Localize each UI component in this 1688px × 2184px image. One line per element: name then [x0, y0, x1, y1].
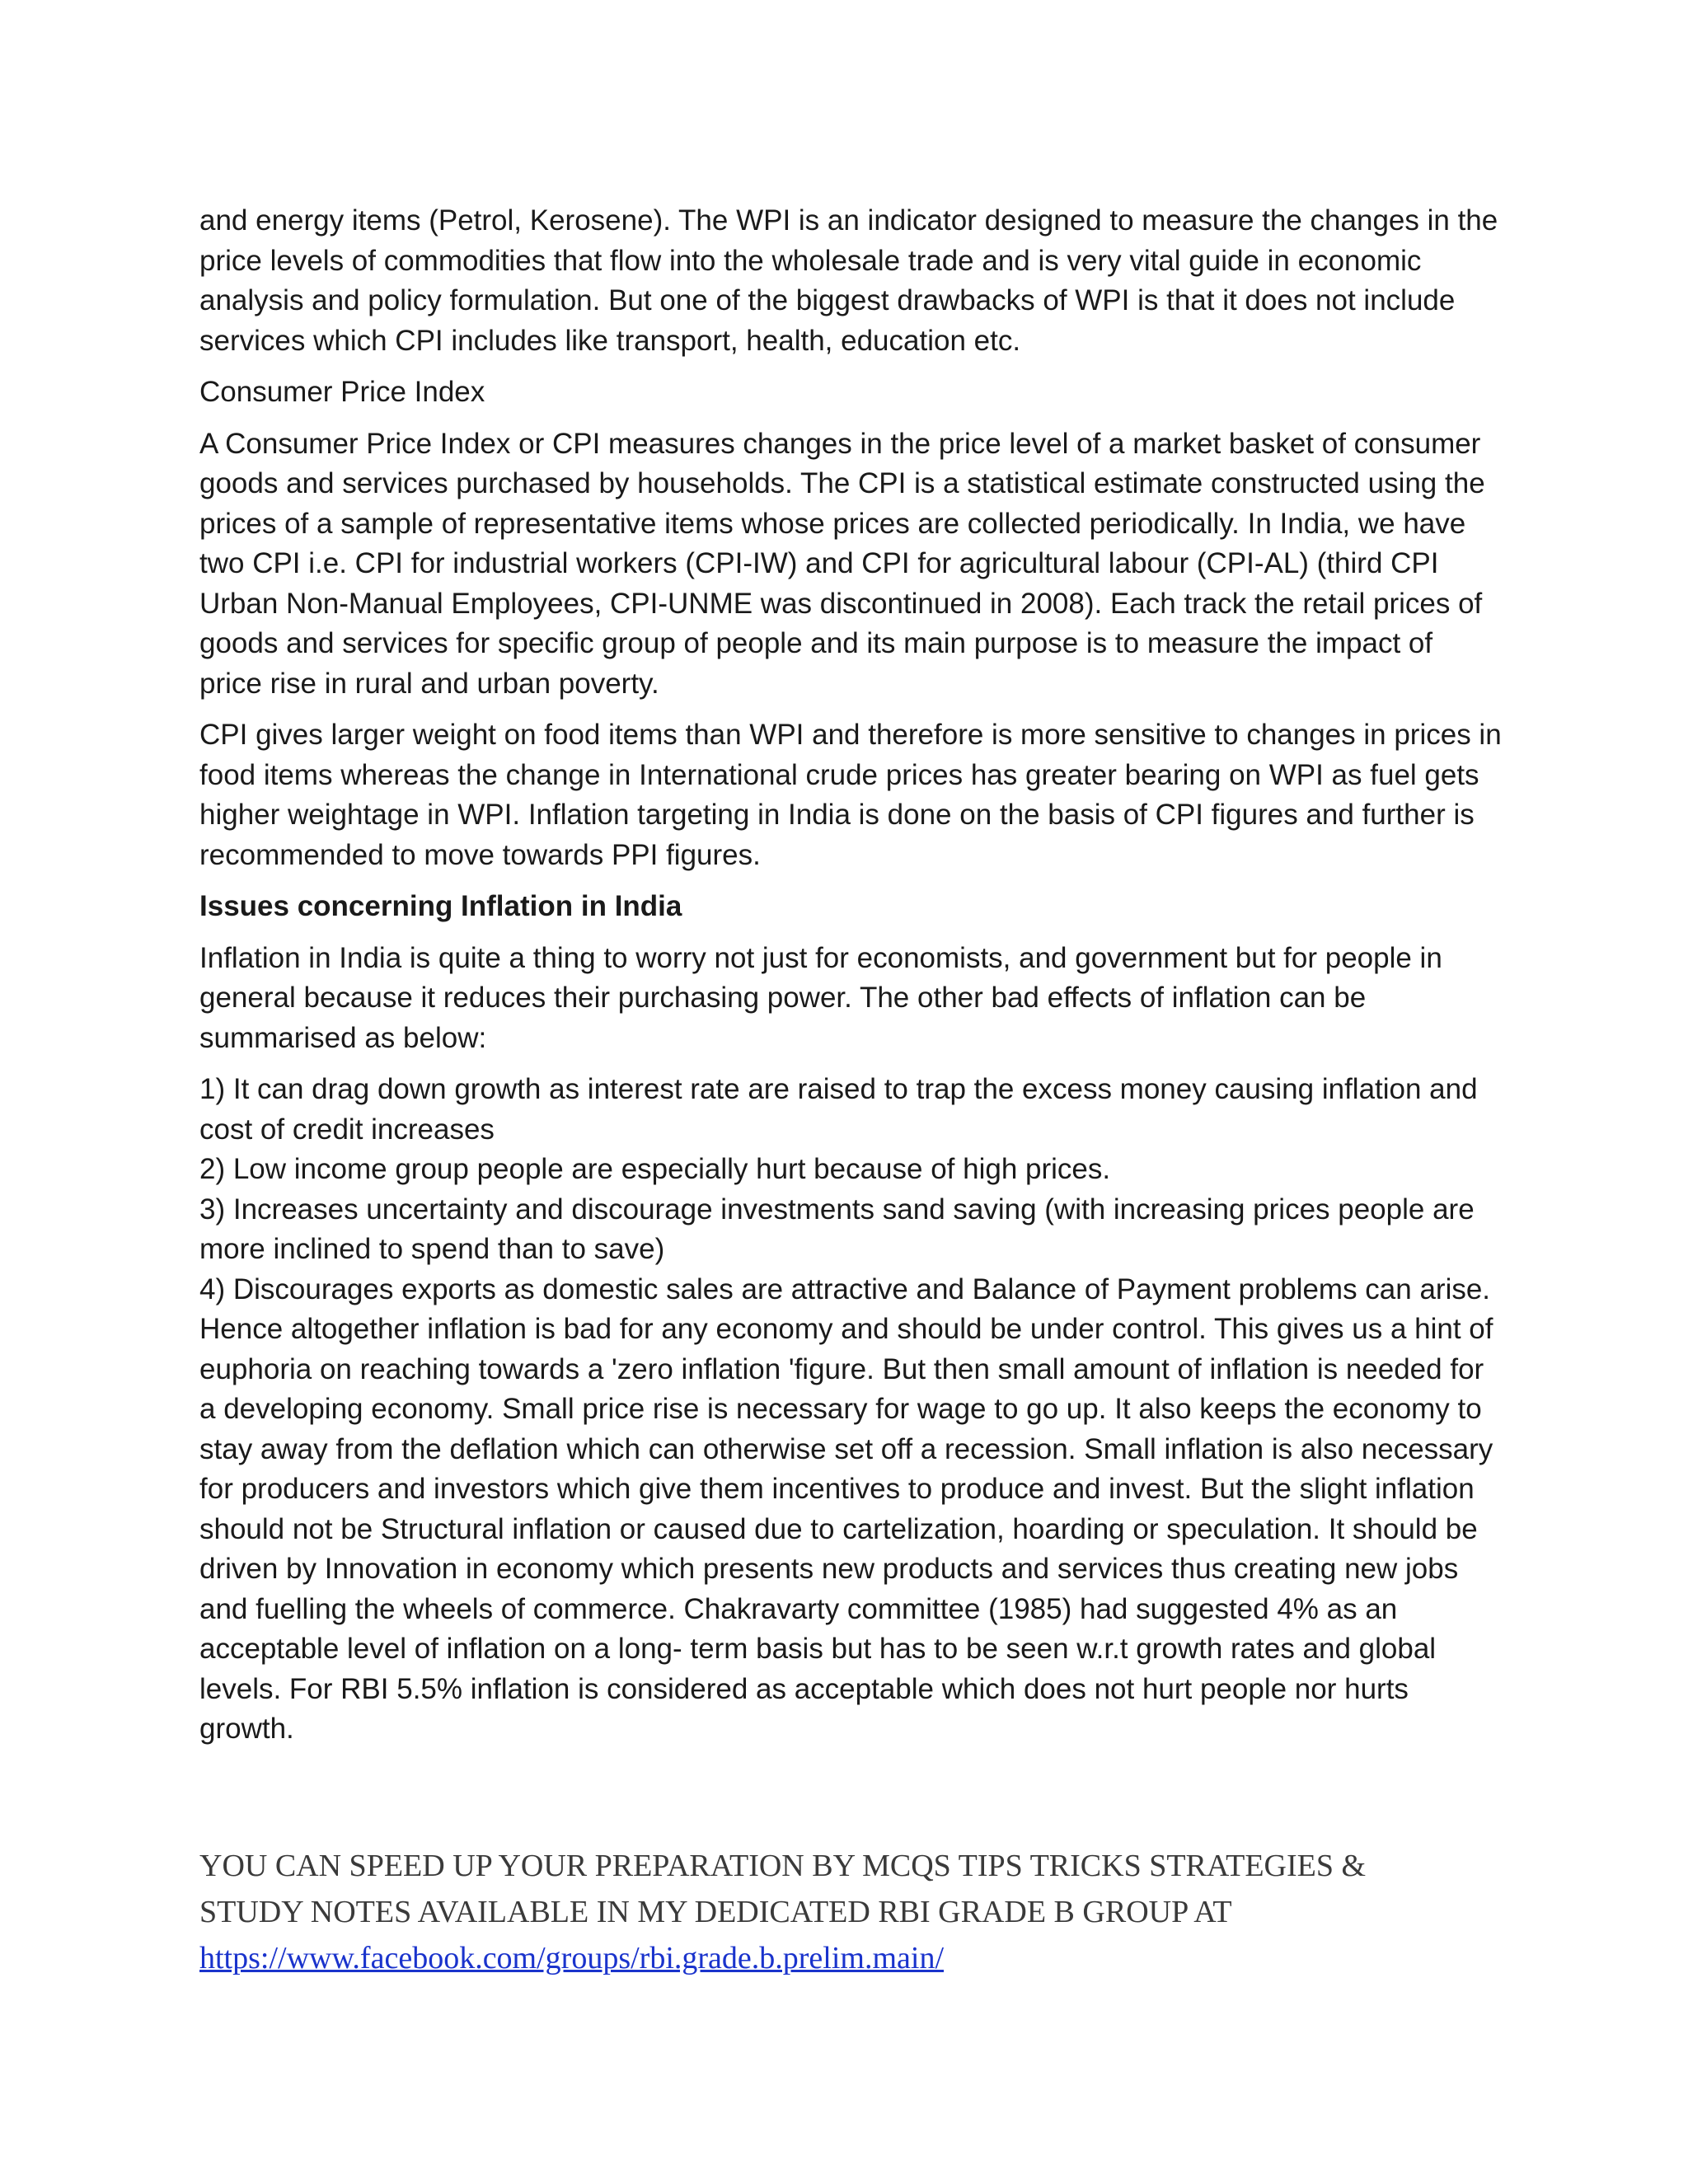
cpi-heading: Consumer Price Index [199, 376, 485, 408]
issues-intro: Inflation in India is quite a thing to worry not just for economists, and government but for people in general because it reduces their purchasing power. The other bad effects of inflation can be summarised as below: [199, 941, 1442, 1054]
promo-block [199, 1843, 1559, 1981]
list-item: 1) It can drag down growth as interest rate are raised to trap the excess money causing inflation and cost of credit increases [199, 1073, 1478, 1146]
intro-paragraph: and energy items (Petrol, Kerosene). The WPI is an indicator designed to measure the changes in the price levels of commodities that flow into the wholesale trade and is very vital guide in economic analysis and policy formulation. But one of the biggest drawbacks of WPI is that it does not include services which CPI includes like transport, health, education etc. [199, 204, 1498, 357]
conclusion-paragraph: Hence altogether inflation is bad for any economy and should be under control. This gives us a hint of euphoria on reaching towards a 'zero inflation 'figure. But then small amount of inflation is needed for a developing economy. Small price rise is necessary for wage to go up. It also keeps the economy to stay away from the deflation which can otherwise set off a recession. Small inflation is also necessary for producers and investors which give them incentives to produce and invest. But the slight inflation should not be Structural inflation or caused due to cartelization, hoarding or speculation. It should be driven by Innovation in economy which presents new products and services thus creating new jobs and fuelling the wheels of commerce. Chakravarty committee (1985) had suggested 4% as an acceptable level of inflation on a long- term basis but has to be seen w.r.t growth rates and global levels. For RBI 5.5% inflation is considered as acceptable which does not hurt people nor hurts growth. [199, 1313, 1493, 1745]
issues-heading: Issues concerning Inflation in India [199, 890, 682, 922]
cpi-paragraph-2: CPI gives larger weight on food items than WPI and therefore is more sensitive to changes in prices in food items whereas the change in International crude prices has greater bearing on WPI as fuel gets higher weightage in WPI. Inflation targeting in India is done on the basis of CPI figures and further is recommended to move towards PPI figures. [199, 719, 1502, 871]
promo-line-1: YOU CAN SPEED UP YOUR PREPARATION BY MCQS TIPS TRICKS STRATEGIES & [199, 1849, 1367, 1883]
list-item: 3) Increases uncertainty and discourage investments sand saving (with increasing prices people are more inclined to spend than to save) [199, 1193, 1475, 1265]
facebook-group-link[interactable]: https://www.facebook.com/groups/rbi.grade.b.prelim.main/ [199, 1941, 945, 1975]
list-item: 4) Discourages exports as domestic sales are attractive and Balance of Payment problems can arise. [199, 1272, 1491, 1305]
promo-line-2: STUDY NOTES AVAILABLE IN MY DEDICATED RBI GRADE B GROUP AT [199, 1895, 1232, 1929]
cpi-paragraph-1: A Consumer Price Index or CPI measures changes in the price level of a market basket of consumer goods and services purchased by households. The CPI is a statistical estimate constructed using the prices of a sample of representative items whose prices are collected periodically. In India, we have two CPI i.e. CPI for industrial workers (CPI-IW) and CPI for agricultural labour (CPI-AL) (third CPI Urban Non-Manual Employees, CPI-UNME was discontinued in 2008). Each track the retail prices of goods and services for specific group of people and its main purpose is to measure the impact of price rise in rural and urban poverty. [199, 427, 1485, 700]
document-body [199, 201, 1502, 1750]
list-item: 2) Low income group people are especially hurt because of high prices. [199, 1153, 1111, 1185]
issues-list [199, 1070, 1502, 1750]
